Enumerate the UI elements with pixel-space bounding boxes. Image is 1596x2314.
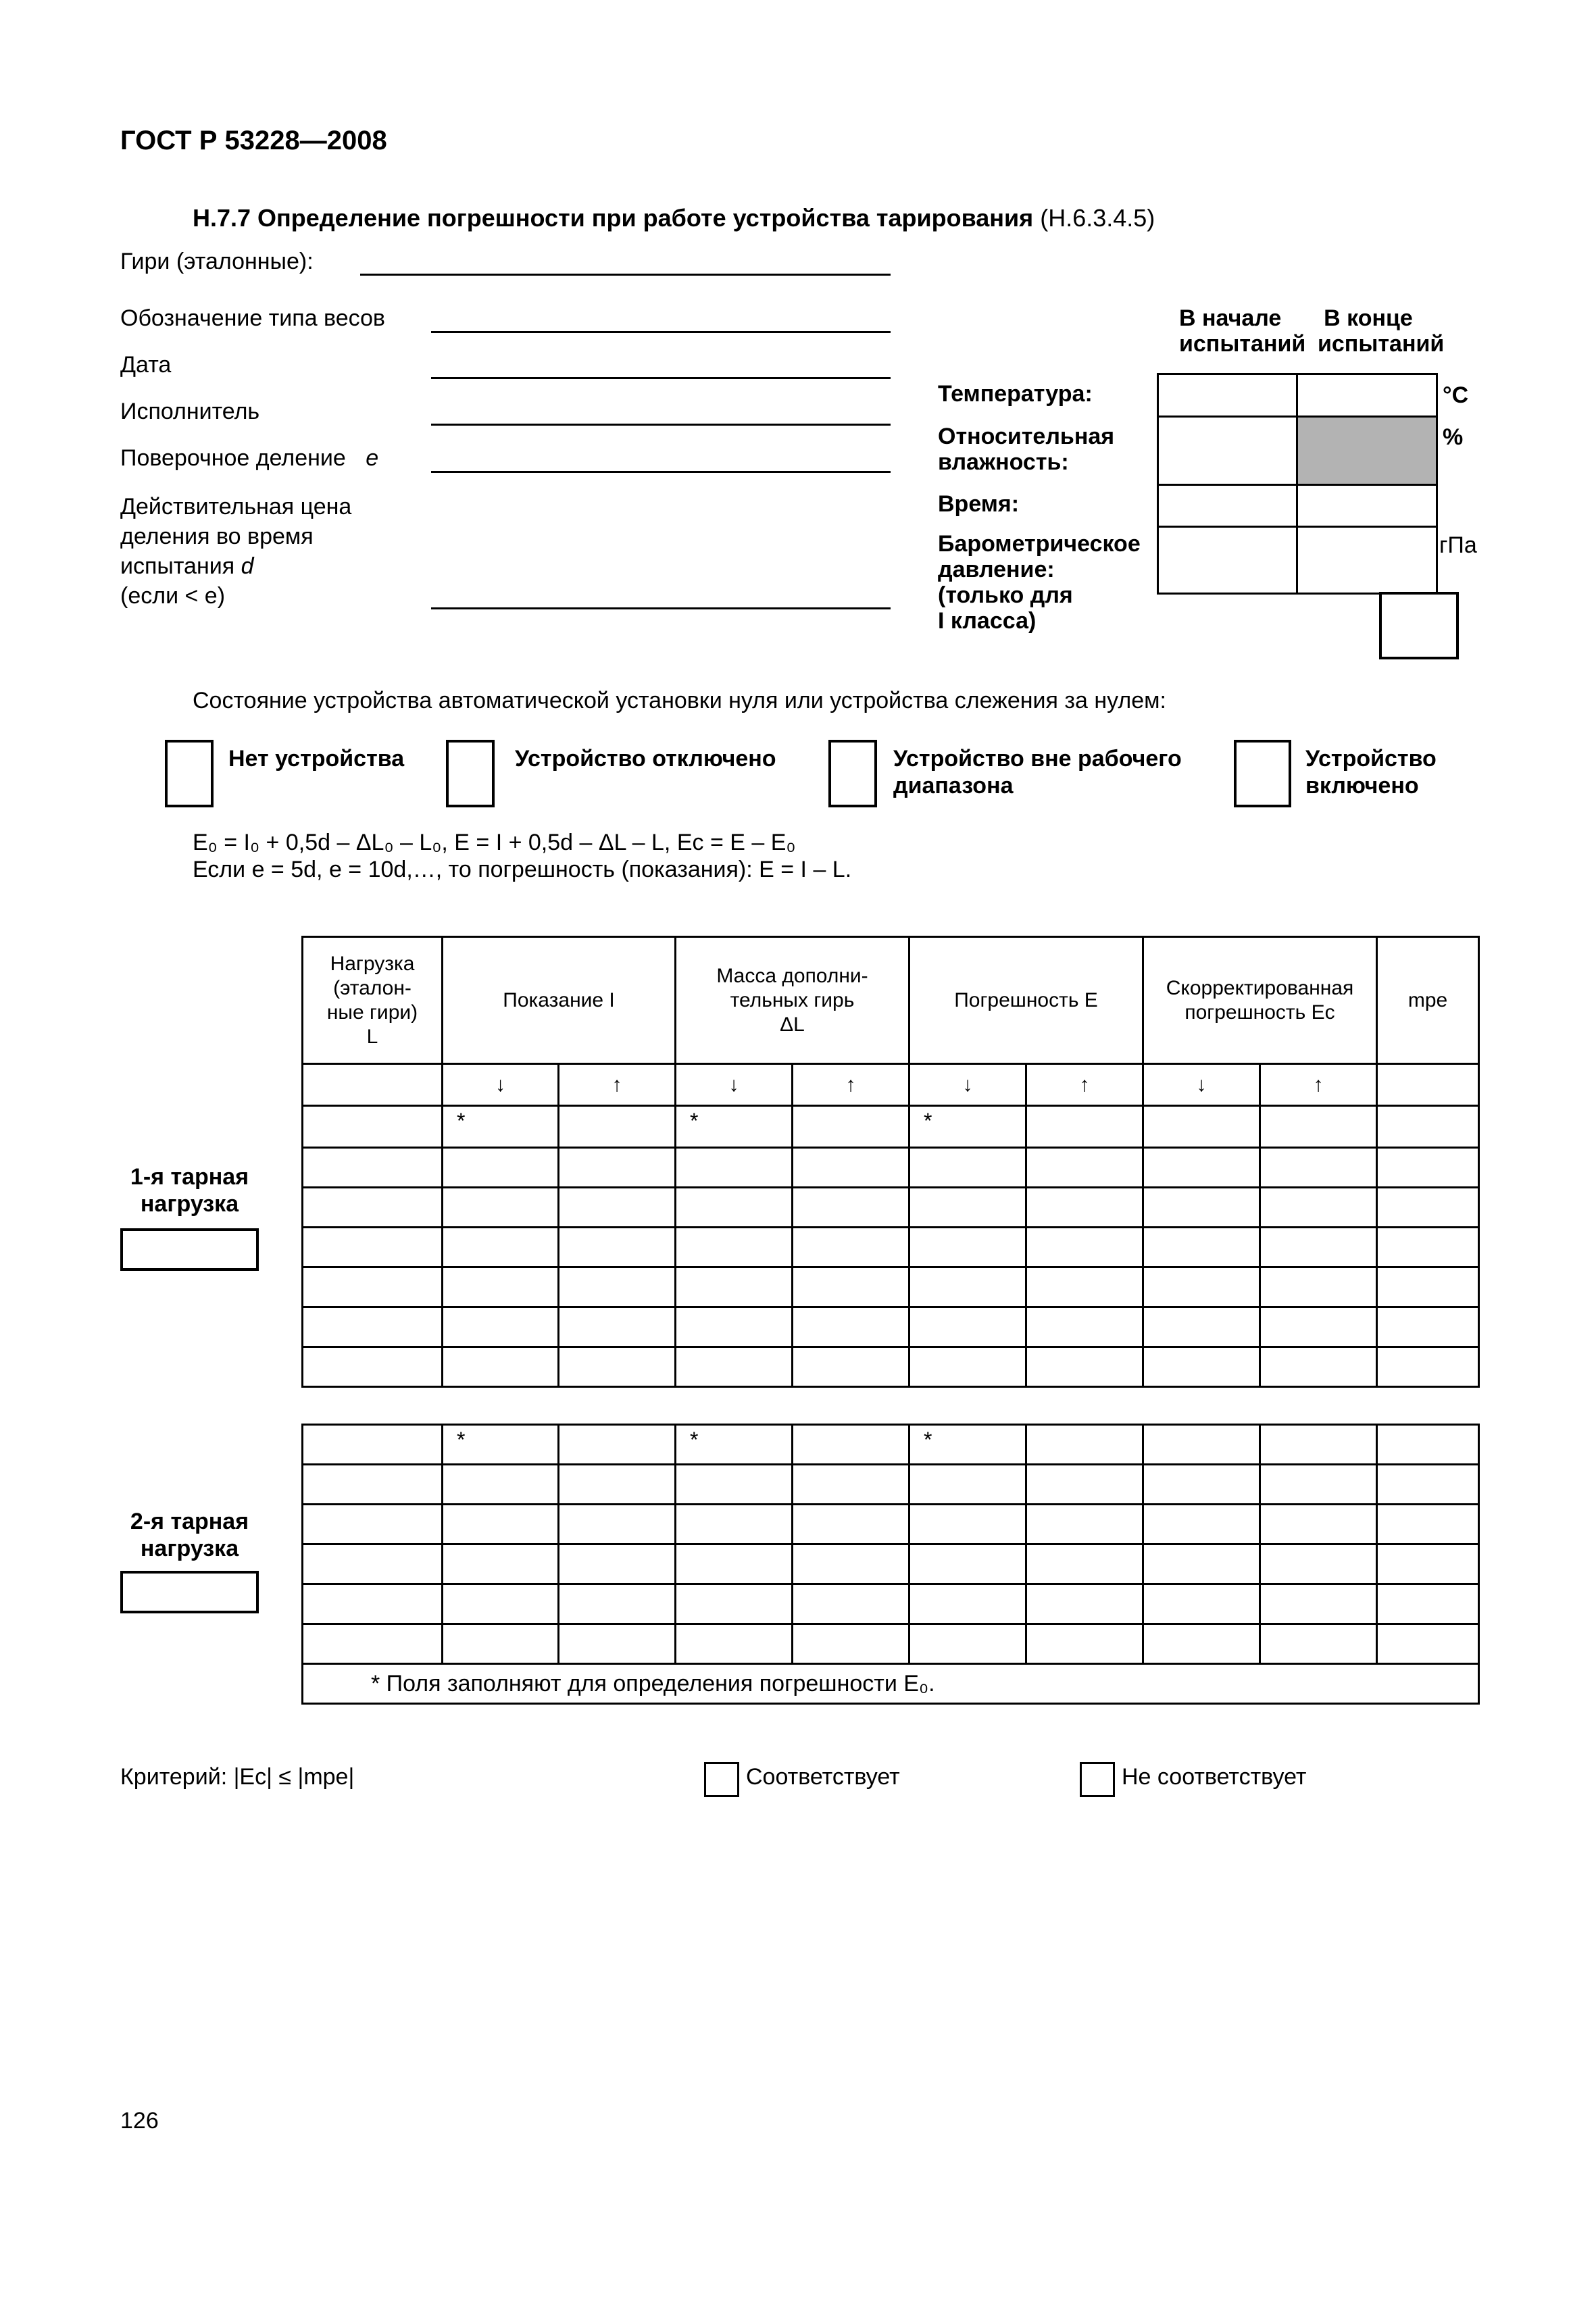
header-load-l4: L [366,1025,378,1048]
cell[interactable] [793,1347,909,1387]
temperature-label: Температура: [938,381,1093,407]
cell[interactable] [1260,1267,1377,1307]
cell[interactable] [443,1505,559,1544]
cell[interactable] [1026,1624,1143,1664]
cell[interactable] [1377,1228,1479,1267]
cell[interactable] [793,1544,909,1584]
cell[interactable] [1143,1544,1260,1584]
option-out-of-range [893,745,1182,799]
cell[interactable] [303,1544,443,1584]
cell[interactable] [676,1584,793,1624]
header-mass [676,937,909,1064]
arrow-cell-empty [303,1064,443,1106]
cell[interactable] [1026,1106,1143,1148]
cell[interactable] [1377,1267,1479,1307]
cell[interactable] [1377,1544,1479,1584]
formula-line1: E₀ = I₀ + 0,5d – ΔL₀ – L₀, E = I + 0,5d – ΔL – L, Ec = E – E₀ [193,830,796,855]
cell[interactable] [909,1228,1026,1267]
cell[interactable] [1377,1425,1479,1465]
cell[interactable] [559,1228,676,1267]
cell[interactable] [793,1148,909,1188]
cell[interactable] [1143,1307,1260,1347]
section-ref: (H.6.3.4.5) [1040,204,1155,232]
pressure-line1: Барометрическое [938,531,1141,557]
cell[interactable] [303,1307,443,1347]
cell[interactable] [1143,1624,1260,1664]
cell[interactable] [443,1267,559,1307]
arrow-down-icon: ↓ [443,1064,559,1106]
cell[interactable] [793,1465,909,1505]
cell[interactable] [909,1347,1026,1387]
checkbox-device-on[interactable] [1234,740,1291,807]
conforms-label: Соответствует [746,1764,900,1790]
cell[interactable] [1143,1347,1260,1387]
header-corrected [1143,937,1377,1064]
cell[interactable] [1260,1148,1377,1188]
pressure-line3: (только для [938,582,1073,608]
cell[interactable] [909,1267,1026,1307]
humidity-line1: Относительная [938,424,1115,449]
cell[interactable] [676,1307,793,1347]
cell[interactable] [909,1188,1026,1228]
col-end-line2: испытаний [1318,331,1445,357]
cell[interactable] [1260,1584,1377,1624]
date-label: Дата [120,352,172,378]
option-device-on [1305,745,1437,799]
cell[interactable] [1260,1544,1377,1584]
cell[interactable] [559,1425,676,1465]
cell[interactable] [303,1584,443,1624]
cell[interactable] [559,1267,676,1307]
checkbox-no-device[interactable] [165,740,214,807]
table-footnote: * Поля заполняют для определения погрешности E₀. [303,1664,1479,1704]
humidity-label [938,424,1114,475]
document-id: ГОСТ Р 53228—2008 [120,126,387,155]
cell[interactable] [1260,1307,1377,1347]
pressure-unit: гПа [1439,532,1477,558]
tare-2-line2: нагрузка [140,1536,239,1561]
cell[interactable] [303,1425,443,1465]
cell[interactable] [909,1148,1026,1188]
time-label: Время: [938,491,1020,517]
cell[interactable] [793,1425,909,1465]
tare-2-label [120,1508,259,1562]
cell[interactable] [793,1307,909,1347]
cell[interactable] [443,1307,559,1347]
cell[interactable] [1026,1148,1143,1188]
zero-device-caption: Состояние устройства автоматической установки нуля или устройства слежения за нулем: [193,688,1166,713]
time-start-cell[interactable] [1158,485,1297,527]
cell[interactable] [443,1465,559,1505]
cell[interactable] [676,1347,793,1387]
verification-division-symbol: e [366,445,379,471]
cell[interactable] [1026,1188,1143,1228]
star-cell[interactable]: * [443,1425,559,1465]
cell[interactable] [1143,1106,1260,1148]
table-row [303,1188,1479,1228]
pressure-label [938,531,1141,634]
cell[interactable] [303,1148,443,1188]
page-number: 126 [120,2108,159,2134]
cell[interactable] [909,1544,1026,1584]
cell[interactable] [1026,1307,1143,1347]
date-field[interactable] [431,377,891,379]
temp-end-cell[interactable] [1297,374,1437,417]
cell[interactable] [1260,1228,1377,1267]
cell[interactable] [676,1624,793,1664]
cell[interactable] [1377,1148,1479,1188]
class-one-box[interactable] [1379,592,1459,659]
cell[interactable] [559,1347,676,1387]
actual-division-symbol: d [241,553,254,579]
col-start-line1: В начале [1179,305,1282,331]
humidity-end-cell [1297,417,1437,485]
checkbox-conforms[interactable] [704,1762,739,1797]
cell[interactable] [559,1148,676,1188]
tare-1-line2: нагрузка [140,1191,239,1217]
header-load-l2: (эталон- [333,976,412,999]
cell[interactable] [793,1267,909,1307]
cell[interactable] [909,1307,1026,1347]
temp-start-cell[interactable] [1158,374,1297,417]
cell[interactable] [1260,1425,1377,1465]
cell[interactable] [1377,1505,1479,1544]
arrow-down-icon: ↓ [909,1064,1026,1106]
cell[interactable] [559,1584,676,1624]
table-row [303,1465,1479,1505]
scale-type-field[interactable] [431,331,891,333]
cell[interactable] [443,1544,559,1584]
cell[interactable] [793,1624,909,1664]
arrow-up-icon: ↑ [559,1064,676,1106]
time-end-cell[interactable] [1297,485,1437,527]
cell[interactable] [1026,1584,1143,1624]
actual-division-line3 [120,551,351,581]
tare-2-input[interactable] [120,1571,259,1613]
actual-division-line3-text: испытания [120,553,235,579]
tare-2-line1: 2-я тарная [130,1509,249,1534]
cell[interactable] [303,1267,443,1307]
option-out-of-range-l1: Устройство вне рабочего [893,746,1182,772]
option-device-on-l2: включено [1305,773,1419,799]
cell[interactable] [1026,1228,1143,1267]
cell[interactable] [1026,1544,1143,1584]
humidity-start-cell[interactable] [1158,417,1297,485]
star-cell[interactable]: * [443,1106,559,1148]
option-device-off: Устройство отключено [515,746,776,772]
actual-division-line4: (если < e) [120,583,226,609]
cell[interactable] [443,1228,559,1267]
section-title [193,204,1155,232]
cell[interactable] [1260,1188,1377,1228]
arrow-down-icon: ↓ [1143,1064,1260,1106]
header-corrected-l2: погрешность Ec [1184,1001,1335,1024]
arrow-cell-empty [1377,1064,1479,1106]
col-end-header [1318,305,1445,357]
humidity-unit: % [1443,424,1464,450]
cell[interactable] [1026,1267,1143,1307]
pressure-end-cell[interactable] [1297,527,1437,594]
table-row [303,1584,1479,1624]
cell[interactable] [909,1465,1026,1505]
header-corrected-l1: Скорректированная [1166,976,1354,999]
table-row [303,1425,1479,1465]
star-cell[interactable]: * [909,1106,1026,1148]
header-load-l1: Нагрузка [330,952,415,975]
cell[interactable] [1143,1505,1260,1544]
actual-division-field[interactable] [431,607,891,609]
tare-1-label [120,1163,259,1217]
cell[interactable] [1377,1188,1479,1228]
cell[interactable] [443,1188,559,1228]
cell[interactable] [793,1505,909,1544]
criterion-label: Критерий: |Ec| ≤ |mpe| [120,1764,355,1790]
pressure-line4: I класса) [938,608,1037,634]
verification-division-label [120,445,378,472]
table-row [303,1347,1479,1387]
cell[interactable] [676,1148,793,1188]
checkbox-not-conforms[interactable] [1080,1762,1115,1797]
scale-type-label: Обозначение типа весов [120,305,385,331]
verification-division-field[interactable] [431,471,891,473]
table-row [303,1267,1479,1307]
cell[interactable] [1260,1505,1377,1544]
option-device-on-l1: Устройство [1305,746,1437,772]
cell[interactable] [303,1624,443,1664]
not-conforms-label: Не соответствует [1122,1764,1307,1790]
cell[interactable] [559,1188,676,1228]
cell[interactable] [1260,1106,1377,1148]
cell[interactable] [1026,1505,1143,1544]
cell[interactable] [443,1584,559,1624]
cell[interactable] [793,1188,909,1228]
pressure-start-cell[interactable] [1158,527,1297,594]
header-mass-l1: Масса дополни- [716,964,868,987]
cell[interactable] [1143,1188,1260,1228]
checkbox-device-off[interactable] [446,740,495,807]
weights-field[interactable] [360,274,891,276]
cell[interactable] [443,1347,559,1387]
cell[interactable] [676,1267,793,1307]
conditions-table [1157,373,1438,595]
arrow-up-icon: ↑ [1026,1064,1143,1106]
cell[interactable] [559,1544,676,1584]
table-row [303,1624,1479,1664]
cell[interactable] [676,1228,793,1267]
table-row [303,1505,1479,1544]
cell[interactable] [559,1307,676,1347]
col-start-header [1179,305,1306,357]
cell[interactable] [443,1624,559,1664]
tare-table-1 [301,936,1480,1388]
header-load [303,937,443,1064]
actual-division-label [120,492,351,611]
tare-1-line1: 1-я тарная [130,1164,249,1190]
cell[interactable] [1377,1624,1479,1664]
cell[interactable] [1260,1347,1377,1387]
header-reading: Показание I [443,937,676,1064]
cell[interactable] [303,1505,443,1544]
cell[interactable] [303,1465,443,1505]
table-row [303,1148,1479,1188]
cell[interactable] [303,1228,443,1267]
cell[interactable] [676,1465,793,1505]
section-title-text: H.7.7 Определение погрешности при работе устройства тарирования [193,204,1034,232]
cell[interactable] [1143,1465,1260,1505]
header-error: Погрешность E [909,937,1143,1064]
cell[interactable] [793,1228,909,1267]
actual-division-line2: деления во время [120,524,314,549]
humidity-line2: влажность: [938,449,1069,475]
cell[interactable] [909,1505,1026,1544]
cell[interactable] [1026,1465,1143,1505]
cell[interactable] [909,1584,1026,1624]
table-row [303,1106,1479,1148]
header-load-l3: ные гири) [326,1001,418,1024]
cell[interactable] [559,1505,676,1544]
cell[interactable] [303,1106,443,1148]
star-cell[interactable]: * [676,1106,793,1148]
verification-division-text: Поверочное деление [120,445,346,471]
header-mass-l2: тельных гирь [730,988,855,1011]
cell[interactable] [303,1347,443,1387]
tare-1-input[interactable] [120,1228,259,1271]
cell[interactable] [676,1188,793,1228]
cell[interactable] [676,1544,793,1584]
col-start-line2: испытаний [1179,331,1306,357]
cell[interactable] [1377,1106,1479,1148]
cell[interactable] [793,1106,909,1148]
checkbox-out-of-range[interactable] [828,740,877,807]
arrow-up-icon: ↑ [1260,1064,1377,1106]
cell[interactable] [1143,1148,1260,1188]
performer-label: Исполнитель [120,399,260,424]
pressure-line2: давление: [938,557,1055,582]
temp-unit: °C [1443,382,1469,408]
star-cell[interactable]: * [909,1425,1026,1465]
performer-field[interactable] [431,424,891,426]
table-row [303,1228,1479,1267]
formula-line2: Если e = 5d, e = 10d,…, то погрешность (показания): E = I – L. [193,857,852,882]
cell[interactable] [559,1465,676,1505]
cell[interactable] [909,1624,1026,1664]
actual-division-line1: Действительная цена [120,494,352,520]
header-mpe: mpe [1377,937,1479,1064]
cell[interactable] [1143,1425,1260,1465]
cell[interactable] [1143,1584,1260,1624]
star-cell[interactable]: * [676,1425,793,1465]
cell[interactable] [1260,1465,1377,1505]
cell[interactable] [1026,1347,1143,1387]
arrow-down-icon: ↓ [676,1064,793,1106]
cell[interactable] [303,1188,443,1228]
cell[interactable] [559,1106,676,1148]
option-out-of-range-l2: диапазона [893,773,1014,799]
cell[interactable] [1143,1267,1260,1307]
weights-label: Гири (эталонные): [120,249,314,274]
cell[interactable] [443,1148,559,1188]
col-end-line1: В конце [1324,305,1413,331]
cell[interactable] [1143,1228,1260,1267]
cell[interactable] [1260,1624,1377,1664]
cell[interactable] [1377,1307,1479,1347]
header-mass-l3: ΔL [780,1013,805,1036]
cell[interactable] [1377,1465,1479,1505]
cell[interactable] [676,1505,793,1544]
table-row [303,1307,1479,1347]
cell[interactable] [1377,1347,1479,1387]
option-no-device: Нет устройства [228,746,405,772]
cell[interactable] [793,1584,909,1624]
tare-table-2 [301,1424,1480,1705]
arrow-up-icon: ↑ [793,1064,909,1106]
cell[interactable] [1026,1425,1143,1465]
cell[interactable] [1377,1584,1479,1624]
table-row [303,1544,1479,1584]
cell[interactable] [559,1624,676,1664]
